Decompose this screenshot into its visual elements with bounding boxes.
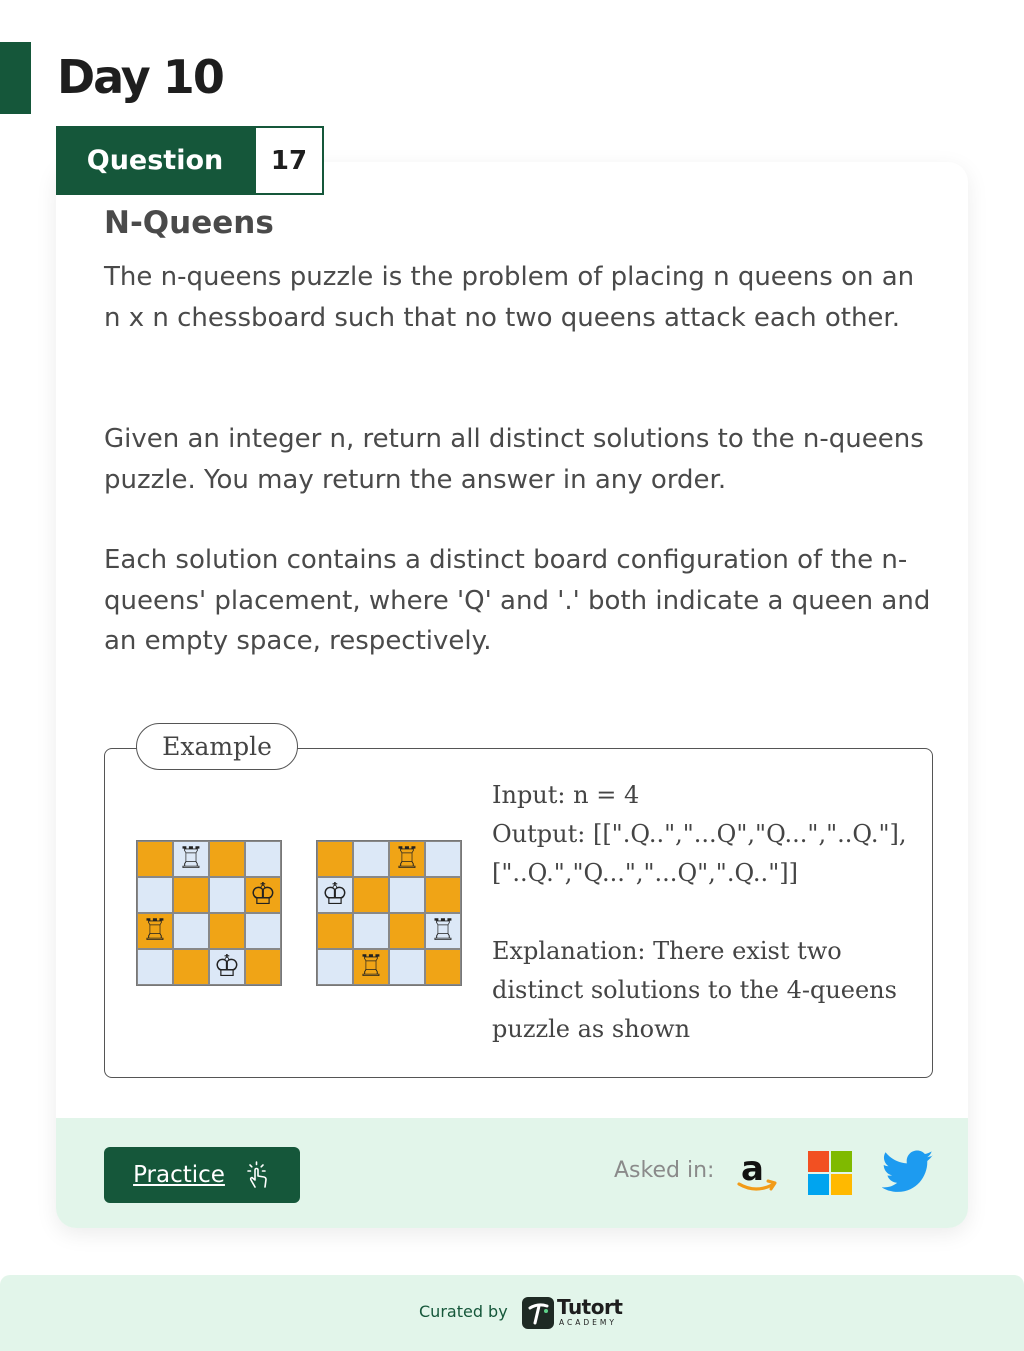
practice-button[interactable] (104, 1147, 300, 1203)
curated-by-label: Curated by (419, 1302, 508, 1321)
board-cell (389, 949, 425, 985)
chessboard-solution-2 (316, 840, 462, 986)
board-cell (137, 949, 173, 985)
example-input: Input: n = 4 (492, 781, 640, 809)
board-cell (137, 877, 173, 913)
board-cell (245, 841, 281, 877)
brand-name: Tutort (557, 1295, 623, 1319)
problem-paragraph: Each solution contains a distinct board configuration of the n-queens' placement, where 'Q' and '.' both indicate a queen and an empty space, respectively. (104, 545, 931, 656)
problem-paragraph: Given an integer n, return all distinct solutions to the n-queens puzzle. You may return the answer in any order. (104, 424, 924, 495)
rook-piece-icon: ♖ (177, 841, 205, 876)
board-cell (389, 913, 425, 949)
board-cell (353, 841, 389, 877)
board-cell (137, 841, 173, 877)
amazon-icon (736, 1150, 780, 1196)
board-cell (389, 877, 425, 913)
board-cell (173, 877, 209, 913)
king-piece-icon: ♔ (321, 877, 349, 912)
board-cell (245, 913, 281, 949)
board-cell (425, 877, 461, 913)
rook-piece-icon: ♖ (393, 841, 421, 876)
practice-label: Practice (133, 1162, 225, 1188)
tutort-logo-icon (522, 1297, 554, 1329)
board-cell (317, 949, 353, 985)
board-cell (389, 841, 425, 877)
board-cell (173, 841, 209, 877)
twitter-icon (882, 1149, 934, 1195)
board-cell (209, 949, 245, 985)
accent-bar (0, 42, 31, 114)
question-label: Question (56, 126, 254, 195)
board-cell (209, 913, 245, 949)
board-cell (353, 913, 389, 949)
board-cell (353, 877, 389, 913)
example-output: Output: [[".Q..","...Q","Q...","..Q."], ["..Q.","Q...","...Q",".Q.."]] (492, 820, 907, 887)
board-cell (209, 841, 245, 877)
board-cell (425, 841, 461, 877)
page-footer (0, 1275, 1024, 1351)
rook-piece-icon: ♖ (357, 949, 385, 984)
tap-icon (245, 1160, 271, 1190)
board-cell (173, 949, 209, 985)
board-cell (317, 877, 353, 913)
board-cell (353, 949, 389, 985)
board-cell (173, 913, 209, 949)
problem-paragraph: The n-queens puzzle is the problem of placing n queens on an n x n chessboard such that no two queens attack each other. (104, 262, 915, 333)
board-cell (245, 949, 281, 985)
question-badge (56, 126, 324, 195)
day-title: Day 10 (57, 50, 223, 104)
king-piece-icon: ♔ (249, 877, 277, 912)
rook-piece-icon: ♖ (429, 913, 457, 948)
board-cell (317, 841, 353, 877)
asked-in-label: Asked in: (614, 1158, 715, 1183)
chessboard-solution-1 (136, 840, 282, 986)
question-number: 17 (254, 126, 324, 195)
board-cell (425, 949, 461, 985)
board-cell (245, 877, 281, 913)
example-label: Example (136, 723, 298, 770)
example-explanation: Explanation: There exist two distinct solutions to the 4-queens puzzle as shown (492, 937, 897, 1043)
board-cell (425, 913, 461, 949)
brand-subtitle: ACADEMY (559, 1318, 617, 1327)
microsoft-icon (808, 1151, 852, 1195)
board-cell (209, 877, 245, 913)
board-cell (317, 913, 353, 949)
board-cell (137, 913, 173, 949)
problem-title: N-Queens (104, 205, 274, 241)
svg-text:a: a (741, 1150, 764, 1189)
king-piece-icon: ♔ (213, 949, 241, 984)
rook-piece-icon: ♖ (141, 913, 169, 948)
